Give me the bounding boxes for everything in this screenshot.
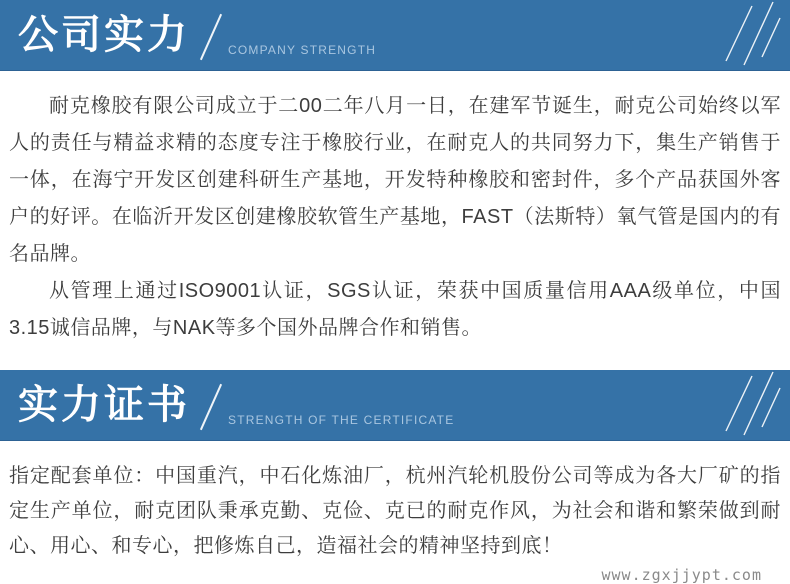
company-strength-paragraph-1: 耐克橡胶有限公司成立于二00二年八月一日，在建军节诞生，耐克公司始终以军人的责任与精益求精的态度专注于橡胶行业，在耐克人的共同努力下，集生产销售于一体，在海宁开发区创建科研生产基地，开发特种橡胶和密封件，多个产品获国外客户的好评。在临沂开发区创建橡胶软管生产基地，FAST（法斯特）氧气管是国内的有名品牌。	[9, 95, 781, 265]
company-strength-paragraph-2: 从管理上通过ISO9001认证，SGS认证，荣获中国质量信用AAA级单位，中国3.15诚信品牌，与NAK等多个国外品牌合作和销售。	[9, 280, 781, 339]
diagonal-lines-icon	[722, 0, 784, 71]
diagonal-lines-icon	[722, 370, 784, 441]
company-strength-title: 公司实力	[18, 13, 190, 57]
slash-divider	[200, 384, 222, 430]
certificate-section	[0, 459, 790, 564]
website-url: www.zgxjjypt.com	[601, 566, 762, 584]
company-strength-banner	[0, 0, 790, 71]
company-strength-subtitle: COMPANY STRENGTH	[228, 43, 377, 57]
company-strength-section	[0, 88, 790, 347]
certificate-subtitle: STRENGTH OF THE CERTIFICATE	[228, 413, 455, 427]
certificate-paragraph: 指定配套单位：中国重汽，中石化炼油厂，杭州汽轮机股份公司等成为各大厂矿的指定生产单位，耐克团队秉承克勤、克俭、克已的耐克作风，为社会和谐和繁荣做到耐心、用心、和专心，把修炼自己，造福社会的精神坚持到底！	[9, 465, 781, 557]
certificate-title: 实力证书	[18, 383, 190, 427]
certificate-banner	[0, 370, 790, 441]
slash-divider	[200, 14, 222, 60]
